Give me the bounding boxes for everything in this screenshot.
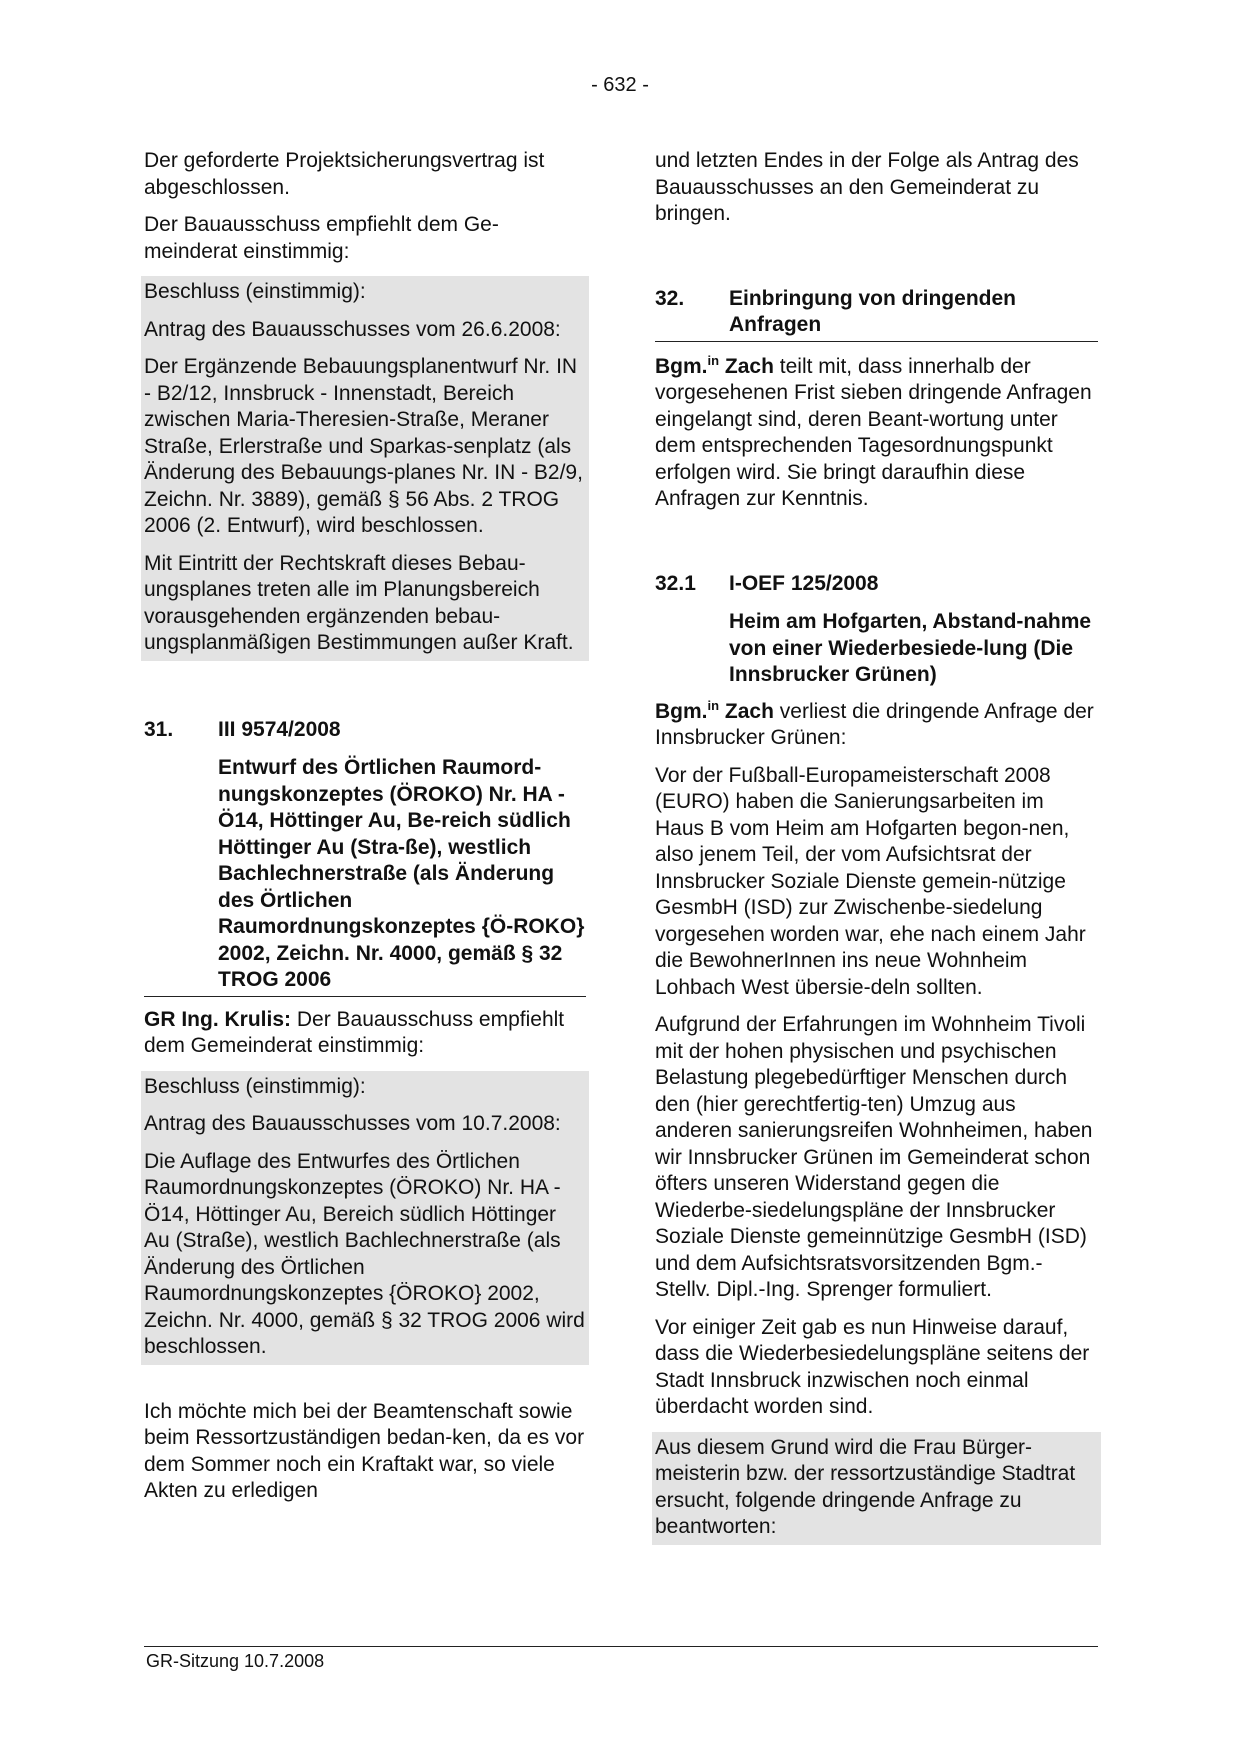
agenda-item-32-1 (655, 571, 1098, 598)
motion-label: Antrag des Bauausschusses vom 10.7.2008: (144, 1112, 561, 1135)
left-column (144, 148, 586, 1505)
agenda-item-31 (144, 717, 586, 744)
paragraph: Aufgrund der Erfahrungen im Wohnheim Tivoli mit der hohen physischen und psychischen Belastung plegebedürftiger Menschen durch den (hier gerechtfertig-ten) Umzug aus anderen sanierungsreifen Wohnheimen, haben wir Innsbrucker Grünen im Gemeinderat schon öfters unseren Widerstand gegen die Wiederbe-siedelungspläne der Innsbrucker Soziale Dienste gemeinnützige GesmbH (ISD) und dem Aufsichtsratsvorsitzenden Bgm.-Stellv. Dipl.-Ing. Sprenger formuliert. (655, 1013, 1093, 1301)
right-column (655, 148, 1098, 1545)
page-number: - 632 - (591, 74, 649, 96)
item-reference: I-OEF 125/2008 (729, 571, 879, 595)
paragraph: Vor der Fußball-Europameisterschaft 2008 (EURO) haben die Sanierungsarbeiten im Haus B vom Heim am Hofgarten begon-nen, also jenem Teil, der vom Aufsichtsrat der Innsbrucker Soziale Dienste gemein-nützige GesmbH (ISD) zur Zwischenbe-siedelung vorgesehen worden war, ehe nach einem Jahr die BewohnerInnen ins neue Wohnheim Lohbach West übersie-deln sollten. (655, 763, 1086, 999)
resolution-text: Die Auflage des Entwurfes des Örtlichen Raumordnungskonzeptes (ÖROKO) Nr. HA - Ö14, Höttinger Au, Bereich südlich Höttinger Au (Straße), westlich Bachlechnerstraße (als Änderung des Örtlichen Raumordnungskonzeptes {ÖROKO} 2002, Zeichn. Nr. 4000, gemäß § 32 TROG 2006 wird beschlossen. (144, 1149, 585, 1358)
item-title: Entwurf des Örtlichen Raumord-nungskonzeptes (ÖROKO) Nr. HA - Ö14, Höttinger Au, Be-reich südlich Höttinger Au (Stra-ße), westlich Bachlechnerstraße (als Änderung des Örtlichen Raumordnungskonzeptes {Ö-ROKO} 2002, Zeichn. Nr. 4000, gemäß § 32 TROG 2006 (218, 756, 585, 991)
paragraph: Der Bauausschuss empfiehlt dem Ge-meinderat einstimmig: (144, 213, 499, 263)
resolution-text: Der Ergänzende Bebauungsplanentwurf Nr. IN - B2/12, Innsbruck - Innenstadt, Bereich zwischen Maria-Theresien-Straße, Meraner Straße, Erlerstraße und Sparkas-senplatz (als Änderung des Bebauungs-planes Nr. IN - B2/9, Zeichn. Nr. 3889), gemäß § 56 Abs. 2 TROG 2006 (2. Entwurf), wird beschlossen. (144, 355, 583, 537)
request-box (652, 1432, 1101, 1545)
item-number: 32.1 (655, 571, 696, 595)
item-title: Heim am Hofgarten, Abstand-nahme von einer Wiederbesiede-lung (Die Innsbrucker Grünen) (729, 610, 1092, 686)
item-number: 31. (144, 717, 174, 741)
resolution-label: Beschluss (einstimmig): (144, 1074, 366, 1098)
item-title-block (144, 755, 586, 997)
item-title: Einbringung von dringenden Anfragen (729, 286, 1016, 336)
speaker-paragraph (655, 354, 1098, 513)
paragraph: Ich möchte mich bei der Beamtenschaft sowie beim Ressortzuständigen bedan-ken, da es vor dem Sommer noch ein Kraftakt war, so viele Akten zu erledigen (144, 1399, 585, 1502)
paragraph-text: verliest die dringende Anfrage der Innsbrucker Grünen: (655, 699, 1094, 749)
speaker-name: GR Ing. Krulis: (144, 1007, 291, 1031)
speaker-text: Der Bauausschuss empfiehlt dem Gemeinderat einstimmig: (144, 1007, 565, 1057)
speaker-name: Bgm.$^{in}$ Zach (655, 697, 774, 723)
resolution-box (141, 1071, 589, 1365)
item-reference: III 9574/2008 (218, 717, 341, 741)
speaker-paragraph (144, 1007, 586, 1060)
speaker-paragraph (655, 699, 1098, 752)
footer-divider (144, 1646, 1098, 1647)
resolution-text: Mit Eintritt der Rechtskraft dieses Bebau-ungsplanes treten alle im Planungsbereich vorausgehenden ergänzenden bebau-ungsplanmäßigen Bestimmungen außer Kraft. (144, 551, 574, 654)
speaker-name: Bgm.$^{in}$ Zach (655, 352, 774, 378)
paragraph: und letzten Endes in der Folge als Antrag des Bauausschusses an den Gemeinderat zu bringen. (655, 149, 1079, 225)
paragraph-text: teilt mit, dass innerhalb der vorgesehenen Frist sieben dringende Anfragen eingelangt sind, deren Beant-wortung unter dem entsprechenden Tagesordnungspunkt erfolgen wird. Sie bringt daraufhin diese Anfragen zur Kenntnis. (655, 354, 1092, 510)
paragraph: Der geforderte Projektsicherungsvertrag ist abgeschlossen. (144, 149, 545, 199)
request-text: Aus diesem Grund wird die Frau Bürger-meisterin bzw. der ressortzuständige Stadtrat ersucht, folgende dringende Anfrage zu beantworten: (655, 1435, 1076, 1538)
motion-label: Antrag des Bauausschusses vom 26.6.2008: (144, 317, 561, 341)
item-number: 32. (655, 286, 685, 310)
agenda-item-32 (655, 286, 1098, 342)
footer: GR-Sitzung 10.7.2008 (146, 1651, 325, 1671)
resolution-box (141, 276, 589, 661)
resolution-label: Beschluss (einstimmig): (144, 280, 366, 303)
paragraph: Vor einiger Zeit gab es nun Hinweise darauf, dass die Wiederbesiedelungspläne seitens der Stadt Innsbruck inzwischen noch einmal überdacht worden sind. (655, 1315, 1090, 1418)
